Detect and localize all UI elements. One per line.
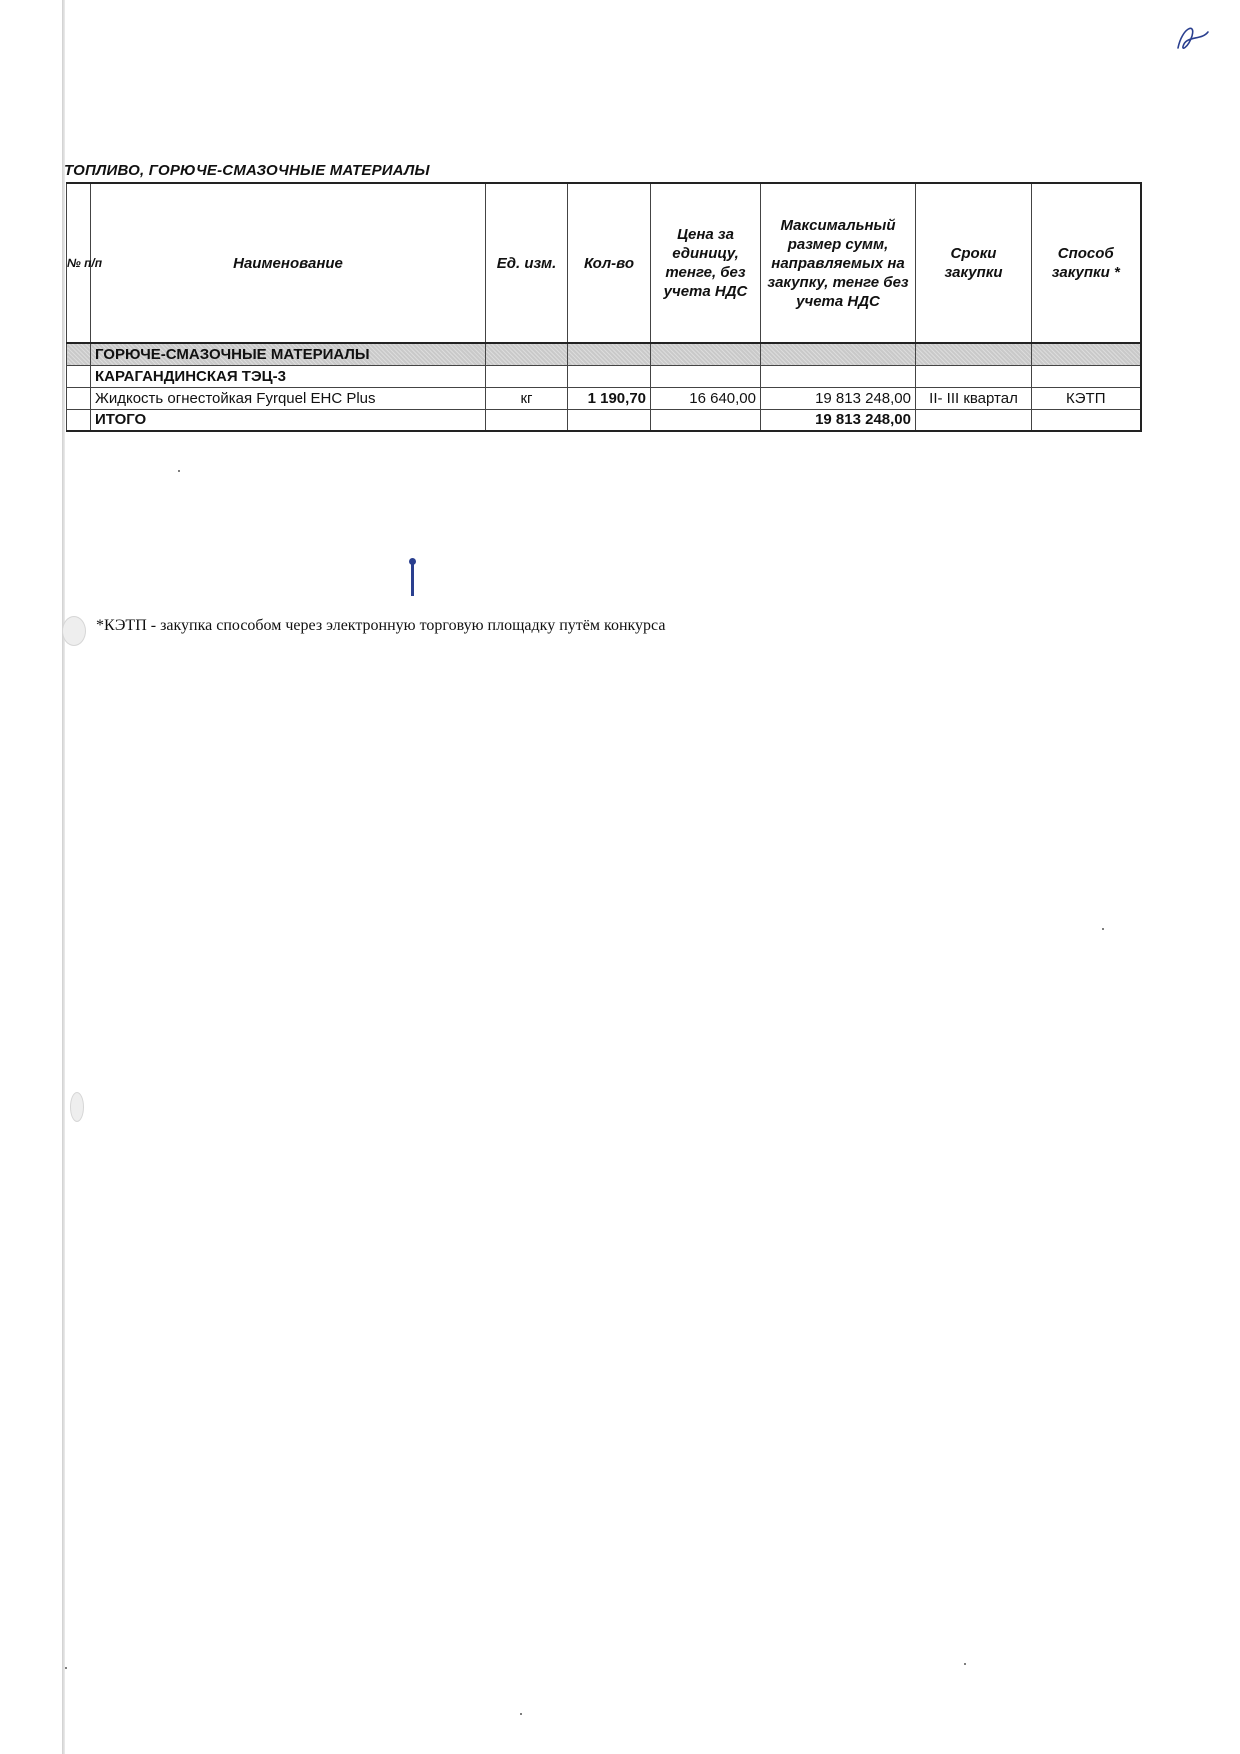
table-cell: [651, 343, 761, 365]
procurement-table-wrap: [66, 182, 1140, 432]
section-title: ТОПЛИВО, ГОРЮЧЕ-СМАЗОЧНЫЕ МАТЕРИАЛЫ: [64, 162, 430, 179]
table-header-row: [67, 183, 1141, 343]
table-cell: [1032, 343, 1141, 365]
category-label: ГОРЮЧЕ-СМАЗОЧНЫЕ МАТЕРИАЛЫ: [91, 343, 486, 365]
header-max-sum: Максимальный размер сумм, направляемых на закупку, тенге без учета НДС: [761, 183, 916, 343]
header-method: Способ закупки *: [1032, 183, 1141, 343]
punch-hole: [62, 616, 86, 646]
table-cell: [486, 409, 568, 431]
scan-speck: [964, 1663, 966, 1665]
table-cell: [486, 365, 568, 387]
table-cell: [761, 365, 916, 387]
pen-mark: [411, 560, 414, 596]
handwritten-mark: [1172, 18, 1212, 58]
table-cell: [1032, 409, 1141, 431]
header-name: Наименование: [91, 183, 486, 343]
page-left-edge: [62, 0, 65, 1754]
header-period: Сроки закупки: [916, 183, 1032, 343]
scan-speck: [65, 1667, 67, 1669]
header-qty: Кол-во: [568, 183, 651, 343]
table-cell: [568, 409, 651, 431]
item-period: II- III квартал: [916, 387, 1032, 409]
table-cell: [916, 343, 1032, 365]
table-cell: [568, 343, 651, 365]
category-row: [67, 343, 1141, 365]
item-qty: 1 190,70: [568, 387, 651, 409]
item-name: Жидкость огнестойкая Fyrquel EHC Plus: [91, 387, 486, 409]
footnote: *КЭТП - закупка способом через электронную торговую площадку путём конкурса: [96, 617, 666, 634]
header-price: Цена за единицу, тенге, без учета НДС: [651, 183, 761, 343]
table-cell: [651, 365, 761, 387]
item-max-sum: 19 813 248,00: [761, 387, 916, 409]
table-cell: [568, 365, 651, 387]
table-cell: [1032, 365, 1141, 387]
table-cell: [67, 343, 91, 365]
item-row: [67, 387, 1141, 409]
scan-speck: [520, 1713, 522, 1715]
header-unit: Ед. изм.: [486, 183, 568, 343]
scan-speck: [178, 470, 180, 472]
table-cell: [916, 409, 1032, 431]
procurement-table: [66, 182, 1142, 432]
total-row: [67, 409, 1141, 431]
total-max-sum: 19 813 248,00: [761, 409, 916, 431]
item-method: КЭТП: [1032, 387, 1141, 409]
table-cell: [67, 409, 91, 431]
subcategory-label: КАРАГАНДИНСКАЯ ТЭЦ-3: [91, 365, 486, 387]
item-unit: кг: [486, 387, 568, 409]
table-cell: [67, 387, 91, 409]
table-cell: [486, 343, 568, 365]
item-price: 16 640,00: [651, 387, 761, 409]
header-num: № п/п: [67, 183, 91, 343]
subcategory-row: [67, 365, 1141, 387]
table-cell: [67, 365, 91, 387]
table-cell: [651, 409, 761, 431]
table-cell: [916, 365, 1032, 387]
table-cell: [761, 343, 916, 365]
scan-speck: [1102, 928, 1104, 930]
punch-hole: [70, 1092, 84, 1122]
total-label: ИТОГО: [91, 409, 486, 431]
